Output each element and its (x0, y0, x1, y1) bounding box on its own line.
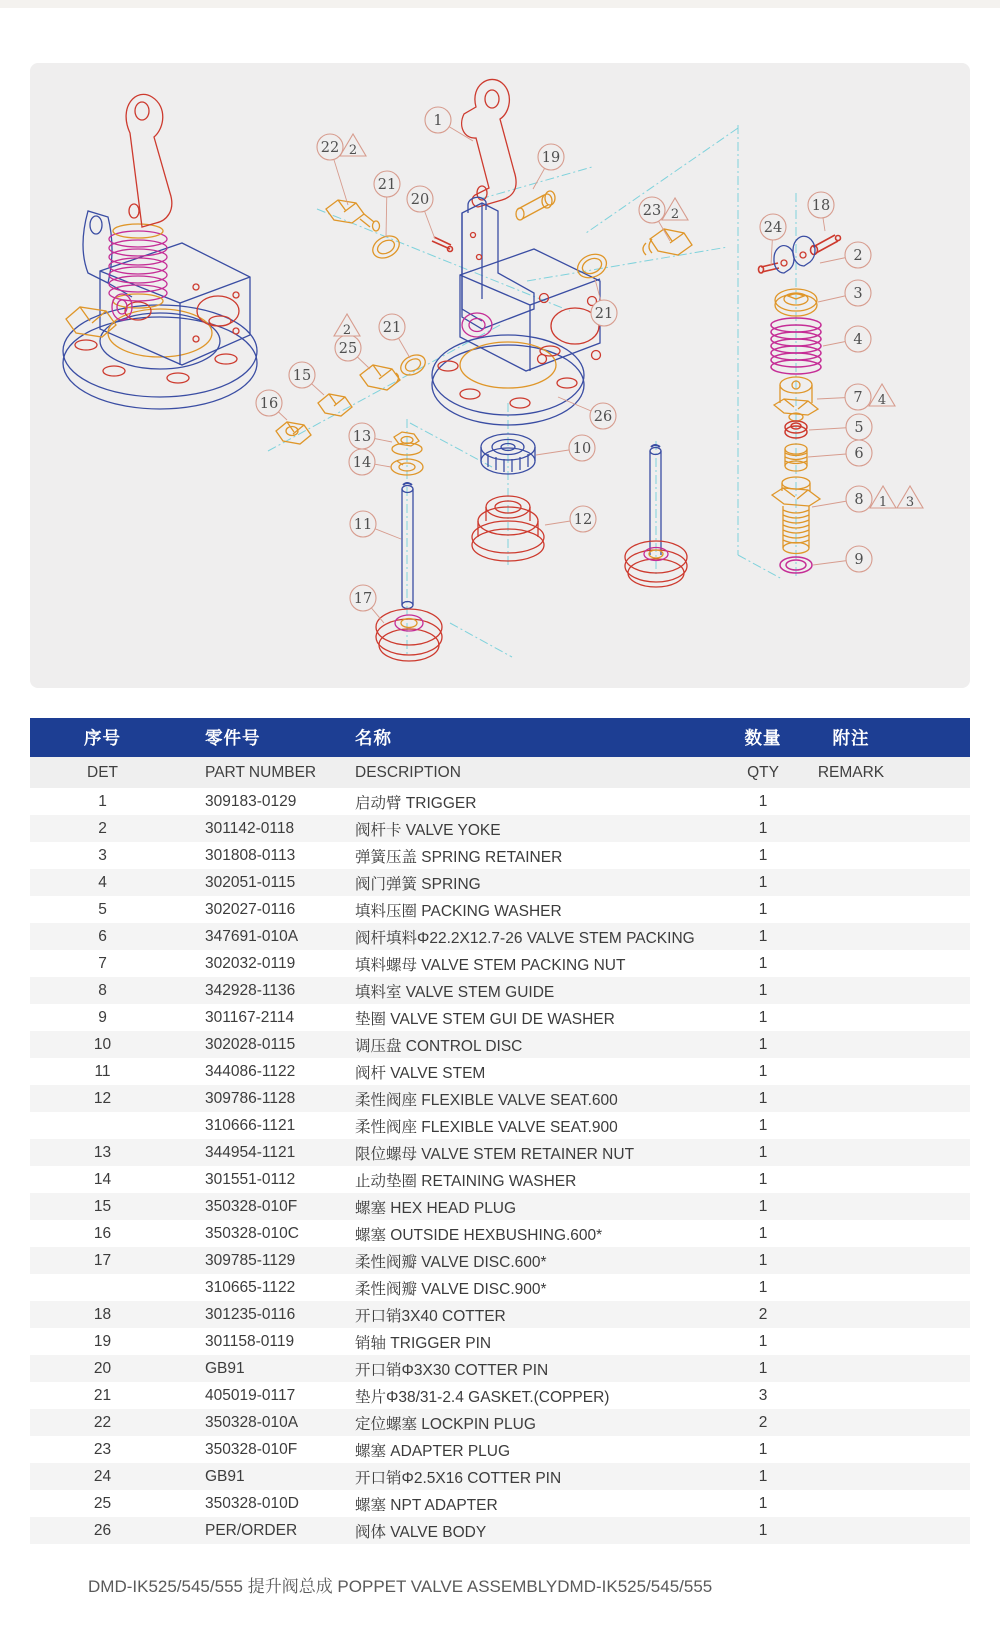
table-row (30, 1463, 970, 1490)
cell-c1: 4 (98, 873, 107, 891)
table-row (30, 1382, 970, 1409)
header-cn-col-1: 序号 (84, 728, 121, 748)
cell-c1: 5 (98, 900, 107, 918)
cell-c1: 14 (93, 1170, 112, 1188)
cell-c3: 柔性阀瓣 VALVE DISC.900* (355, 1280, 547, 1298)
header-cn-col-3: 名称 (355, 728, 392, 748)
table-row (30, 788, 970, 815)
cell-c3: 弹簧压盖 SPRING RETAINER (355, 848, 563, 866)
cell-c4: 1 (758, 1224, 768, 1242)
cell-c1: 23 (93, 1440, 112, 1458)
parts-table (30, 718, 970, 1544)
cell-c1: 21 (93, 1386, 112, 1404)
table-row (30, 842, 970, 869)
cell-c2: GB91 (205, 1359, 245, 1377)
cell-c4: 2 (758, 1305, 768, 1323)
callout-number: 6 (854, 446, 864, 462)
cell-c2: 350328-010F (205, 1197, 298, 1215)
cell-c3: 柔性阀座 FLEXIBLE VALVE SEAT.600 (355, 1091, 618, 1109)
cell-c4: 1 (758, 927, 768, 945)
revision-triangle-number: 2 (342, 323, 352, 338)
cell-c4: 1 (758, 1332, 768, 1350)
cell-c2: 309785-1129 (205, 1251, 296, 1269)
cell-c4: 1 (758, 1197, 768, 1215)
callout-number: 21 (377, 177, 397, 193)
cell-c3: 定位螺塞 LOCKPIN PLUG (355, 1415, 536, 1433)
cell-c3: 止动垫圈 RETAINING WASHER (355, 1172, 577, 1190)
table-row (30, 923, 970, 950)
table-row (30, 1220, 970, 1247)
cell-c2: 301142-0118 (205, 819, 295, 837)
cell-c2: 350328-010D (205, 1494, 299, 1512)
callout-number: 9 (854, 552, 864, 568)
header-cn-col-5: 附注 (832, 728, 870, 748)
cell-c4: 1 (758, 1035, 768, 1053)
cell-c4: 1 (758, 1494, 768, 1512)
callout-number: 26 (593, 409, 613, 425)
cell-c3: 开口销Φ3X30 COTTER PIN (355, 1361, 549, 1379)
cell-c2: 301235-0116 (205, 1305, 296, 1323)
callout-number: 15 (292, 368, 312, 384)
cell-c4: 1 (758, 1170, 768, 1188)
table-row (30, 1301, 970, 1328)
revision-triangle-number: 2 (670, 207, 680, 222)
cell-c1: 10 (93, 1035, 112, 1053)
cell-c4: 1 (758, 819, 768, 837)
cell-c3: 阀体 VALVE BODY (355, 1523, 487, 1541)
table-row (30, 1274, 970, 1301)
cell-c4: 1 (758, 1251, 768, 1269)
cell-c1: 17 (93, 1251, 112, 1269)
revision-triangle-number: 3 (905, 495, 915, 510)
table-row (30, 1004, 970, 1031)
table-row (30, 1328, 970, 1355)
table-header-en (30, 757, 970, 788)
table-row (30, 1058, 970, 1085)
cell-c1: 22 (93, 1413, 112, 1431)
cell-c2: 302027-0116 (205, 900, 296, 918)
callout-number: 5 (854, 420, 864, 436)
cell-c4: 1 (758, 981, 768, 999)
cell-c3: 垫圈 VALVE STEM GUI DE WASHER (355, 1010, 615, 1028)
cell-c3: 柔性阀瓣 VALVE DISC.600* (355, 1253, 547, 1271)
table-row (30, 1436, 970, 1463)
cell-c2: 301167-2114 (205, 1008, 295, 1026)
cell-c1: 2 (98, 819, 107, 837)
callout-number: 4 (853, 332, 863, 348)
header-en-col-4: QTY (747, 763, 779, 781)
cell-c1: 26 (93, 1521, 112, 1539)
cell-c3: 阀杆 VALVE STEM (355, 1064, 486, 1082)
callout-number: 14 (352, 455, 372, 471)
centerlines (268, 125, 796, 657)
cell-c2: 342928-1136 (205, 981, 296, 999)
cell-c4: 1 (758, 1143, 768, 1161)
callout-layer (256, 107, 923, 623)
cell-c3: 螺塞 OUTSIDE HEXBUSHING.600* (355, 1226, 603, 1244)
cell-c2: 309183-0129 (205, 792, 297, 810)
page-top-strip (0, 0, 1000, 8)
cell-c4: 3 (758, 1386, 768, 1404)
table-row (30, 1409, 970, 1436)
cell-c1: 18 (93, 1305, 112, 1323)
callout-number: 24 (763, 220, 783, 236)
table-header-cn (30, 718, 970, 757)
center-exploded-art (276, 79, 692, 661)
header-en-col-5: REMARK (817, 763, 885, 781)
cell-c1: 7 (98, 954, 107, 972)
table-row (30, 950, 970, 977)
cell-c3: 限位螺母 VALVE STEM RETAINER NUT (355, 1145, 635, 1163)
callout-number: 21 (594, 306, 614, 322)
cell-c1: 20 (93, 1359, 112, 1377)
cell-c4: 1 (758, 1278, 768, 1296)
cell-c2: 302032-0119 (205, 954, 296, 972)
exploded-diagram-panel (30, 63, 970, 688)
callout-number: 12 (573, 512, 593, 528)
table-row (30, 869, 970, 896)
cell-c4: 1 (758, 846, 768, 864)
cell-c1: 8 (98, 981, 107, 999)
right-column-art (759, 235, 841, 573)
revision-triangle-number: 1 (878, 495, 888, 510)
cell-c3: 螺塞 HEX HEAD PLUG (355, 1199, 517, 1217)
header-cn-col-2: 零件号 (205, 728, 261, 748)
table-row (30, 1247, 970, 1274)
cell-c1: 25 (93, 1494, 112, 1512)
cell-c2: 350328-010F (205, 1440, 298, 1458)
header-en-col-2: PART NUMBER (205, 763, 317, 781)
cell-c3: 螺塞 ADAPTER PLUG (355, 1442, 511, 1460)
cell-c2: GB91 (205, 1467, 245, 1485)
cell-c3: 填料压圈 PACKING WASHER (355, 902, 562, 920)
table-row (30, 977, 970, 1004)
cell-c2: 302051-0115 (205, 873, 296, 891)
cell-c3: 启动臂 TRIGGER (355, 794, 477, 812)
callout-number: 7 (853, 390, 863, 406)
table-row (30, 1166, 970, 1193)
cell-c4: 1 (758, 1116, 768, 1134)
cell-c1: 1 (98, 792, 107, 810)
cell-c2: 347691-010A (205, 927, 299, 945)
cell-c2: 301808-0113 (205, 846, 296, 864)
header-cn-col-4: 数量 (744, 728, 782, 748)
cell-c2: 350328-010C (205, 1224, 299, 1242)
callout-number: 10 (572, 441, 592, 457)
cell-c2: PER/ORDER (205, 1521, 298, 1539)
cell-c4: 1 (758, 954, 768, 972)
cell-c1: 19 (93, 1332, 112, 1350)
cell-c2: 309786-1128 (205, 1089, 296, 1107)
cell-c3: 垫片Φ38/31-2.4 GASKET.(COPPER) (355, 1388, 610, 1406)
cell-c1: 11 (94, 1062, 111, 1080)
cell-c4: 2 (758, 1413, 768, 1431)
callout-number: 17 (353, 591, 373, 607)
cell-c2: 310665-1122 (205, 1278, 296, 1296)
callout-number: 18 (811, 198, 831, 214)
callout-number: 11 (353, 517, 373, 533)
cell-c3: 阀杆卡 VALVE YOKE (355, 821, 501, 839)
callout-number: 20 (410, 192, 430, 208)
header-en-col-1: DET (87, 763, 118, 781)
cell-c4: 1 (758, 792, 768, 810)
table-row (30, 1112, 970, 1139)
callout-number: 23 (642, 203, 662, 219)
cell-c2: 344954-1121 (205, 1143, 296, 1161)
cell-c1: 3 (98, 846, 107, 864)
assembly-title-footer: DMD-IK525/545/555 提升阀总成 POPPET VALVE ASSEMBLYDMD-IK525/545/555 (88, 1577, 713, 1596)
cell-c4: 1 (758, 1008, 768, 1026)
cell-c3: 销轴 TRIGGER PIN (355, 1334, 492, 1352)
cell-c3: 开口销Φ2.5X16 COTTER PIN (355, 1469, 562, 1487)
assembled-valve-art (63, 94, 257, 409)
cell-c3: 柔性阀座 FLEXIBLE VALVE SEAT.900 (355, 1118, 618, 1136)
callout-number: 2 (853, 248, 863, 264)
cell-c1: 9 (98, 1008, 107, 1026)
table-row (30, 1031, 970, 1058)
callout-number: 21 (382, 320, 402, 336)
header-en-col-3: DESCRIPTION (355, 763, 461, 781)
callout-number: 8 (854, 492, 864, 508)
cell-c2: 405019-0117 (205, 1386, 296, 1404)
cell-c1: 6 (98, 927, 107, 945)
cell-c4: 1 (758, 900, 768, 918)
cell-c3: 螺塞 NPT ADAPTER (355, 1496, 498, 1514)
callout-number: 1 (433, 113, 443, 129)
cell-c2: 301158-0119 (205, 1332, 295, 1350)
revision-triangle-number: 4 (877, 393, 887, 408)
table-row (30, 1193, 970, 1220)
cell-c4: 1 (758, 1521, 768, 1539)
cell-c1: 12 (93, 1089, 112, 1107)
table-row (30, 896, 970, 923)
cell-c2: 302028-0115 (205, 1035, 296, 1053)
table-row (30, 1085, 970, 1112)
callout-number: 22 (320, 140, 340, 156)
cell-c4: 1 (758, 1062, 768, 1080)
callout-number: 19 (541, 150, 561, 166)
cell-c1: 16 (93, 1224, 112, 1242)
cell-c3: 填料室 VALVE STEM GUIDE (355, 983, 555, 1001)
cell-c2: 344086-1122 (205, 1062, 296, 1080)
cell-c3: 开口销3X40 COTTER (355, 1307, 506, 1325)
cell-c3: 阀杆填料Φ22.2X12.7-26 VALVE STEM PACKING (355, 929, 695, 947)
cell-c4: 1 (758, 1359, 768, 1377)
cell-c1: 24 (93, 1467, 112, 1485)
revision-triangle-number: 2 (348, 143, 358, 158)
cell-c2: 301551-0112 (205, 1170, 296, 1188)
callout-number: 13 (352, 429, 372, 445)
cell-c2: 310666-1121 (205, 1116, 296, 1134)
table-row (30, 815, 970, 842)
callout-number: 16 (259, 396, 279, 412)
cell-c1: 13 (93, 1143, 112, 1161)
table-row (30, 1139, 970, 1166)
cell-c3: 阀门弹簧 SPRING (355, 875, 481, 893)
cell-c4: 1 (758, 1089, 768, 1107)
callout-number: 3 (853, 286, 863, 302)
cell-c3: 调压盘 CONTROL DISC (355, 1037, 523, 1055)
cell-c4: 1 (758, 1440, 768, 1458)
exploded-diagram-svg (30, 63, 970, 688)
callout-number: 25 (338, 341, 358, 357)
cell-c3: 填料螺母 VALVE STEM PACKING NUT (355, 956, 626, 974)
cell-c1: 15 (93, 1197, 112, 1215)
table-row (30, 1355, 970, 1382)
cell-c4: 1 (758, 873, 768, 891)
cell-c2: 350328-010A (205, 1413, 299, 1431)
table-body (30, 788, 970, 1544)
table-row (30, 1517, 970, 1544)
table-row (30, 1490, 970, 1517)
cell-c4: 1 (758, 1467, 768, 1485)
